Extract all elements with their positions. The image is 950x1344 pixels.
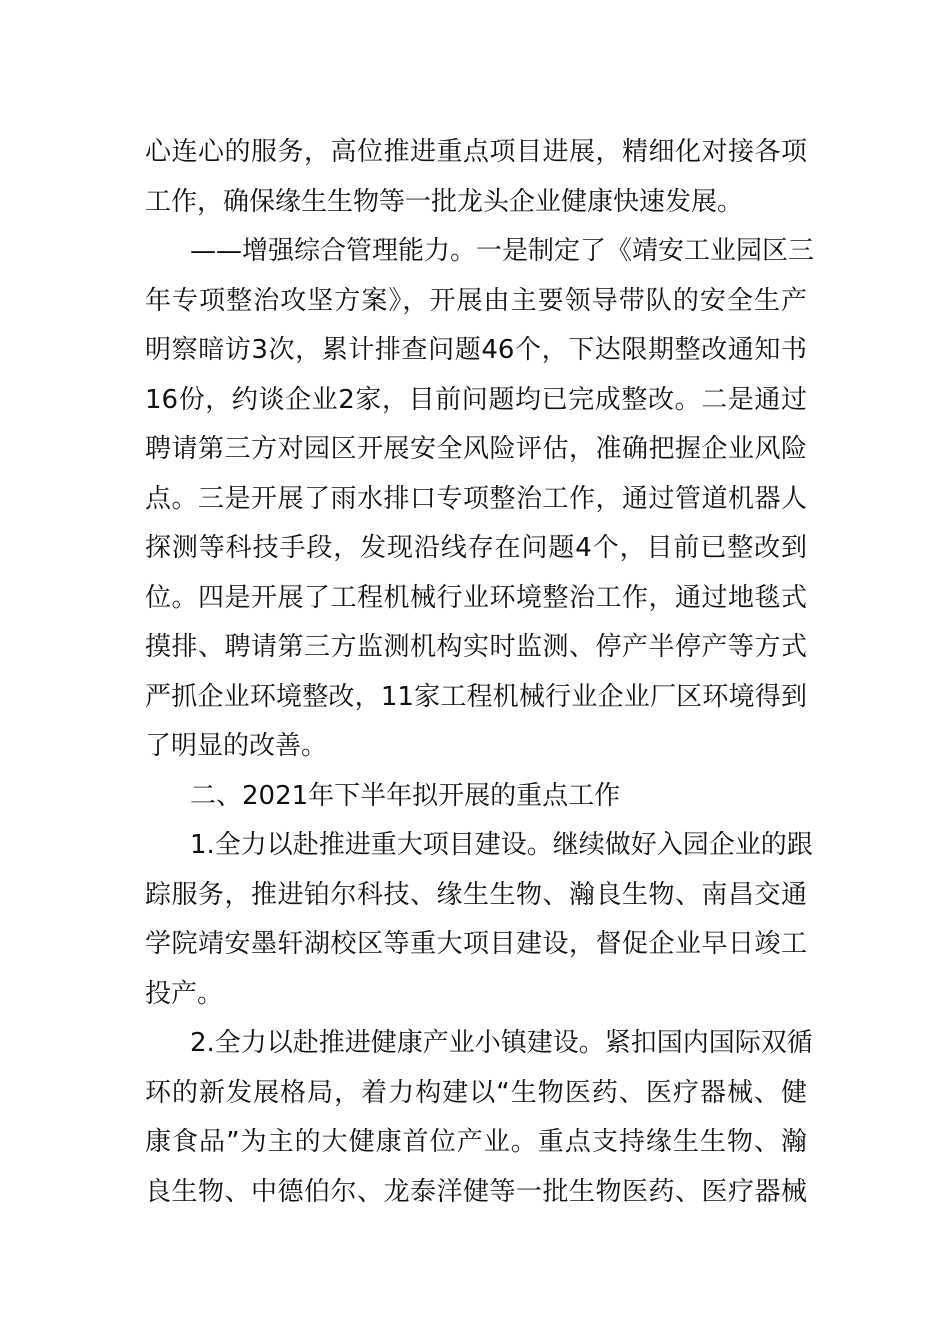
text-line: 聘请第三方对园区开展安全风险评估，准确把握企业风险 (145, 434, 807, 464)
text-line: 了明显的改善。 (145, 731, 328, 761)
text-line: 点。三是开展了雨水排口专项整治工作，通过管道机器人 (145, 483, 807, 514)
text-line: 1.全力以赴推进重大项目建设。继续做好入园企业的跟 (190, 830, 813, 860)
text-line: 严抓企业环境整改，11家工程机械行业企业厂区环境得到 (145, 681, 807, 712)
text-line: 明察暗访3次，累计排查问题46个，下达限期整改通知书 (145, 335, 807, 365)
text-line: ——增强综合管理能力。一是制定了《靖安工业园区三 (190, 236, 815, 266)
text-line: 踪服务，推进铂尔科技、缘生生物、瀚良生物、南昌交通 (145, 879, 807, 910)
text-line: 学院靖安墨轩湖校区等重大项目建设，督促企业早日竣工 (145, 929, 807, 959)
text-line: 工作，确保缘生生物等一批龙头企业健康快速发展。 (145, 186, 744, 217)
text-line: 心连心的服务，高位推进重点项目进展，精细化对接各项 (145, 137, 807, 167)
text-line: 16份，约谈企业2家，目前问题均已完成整改。二是通过 (145, 384, 807, 415)
text-line: 摸排、聘请第三方监测机构实时监测、停产半停产等方式 (145, 632, 807, 662)
text-line: 投产。 (145, 978, 224, 1009)
text-line: 2.全力以赴推进健康产业小镇建设。紧扣国内国际双循 (190, 1028, 813, 1058)
text-line: 康食品”为主的大健康首位产业。重点支持缘生生物、瀚 (145, 1127, 807, 1157)
text-line: 环的新发展格局，着力构建以“生物医药、医疗器械、健 (145, 1077, 807, 1108)
text-line: 良生物、中德伯尔、龙泰洋健等一批生物医药、医疗器械 (145, 1176, 807, 1207)
text-line: 位。四是开展了工程机械行业环境整治工作，通过地毯式 (145, 582, 807, 613)
text-line: 探测等科技手段，发现沿线存在问题4个，目前已整改到 (145, 533, 807, 563)
text-line: 二、2021年下半年拟开展的重点工作 (190, 780, 621, 811)
text-line: 年专项整治攻坚方案》，开展由主要领导带队的安全生产 (145, 285, 807, 316)
